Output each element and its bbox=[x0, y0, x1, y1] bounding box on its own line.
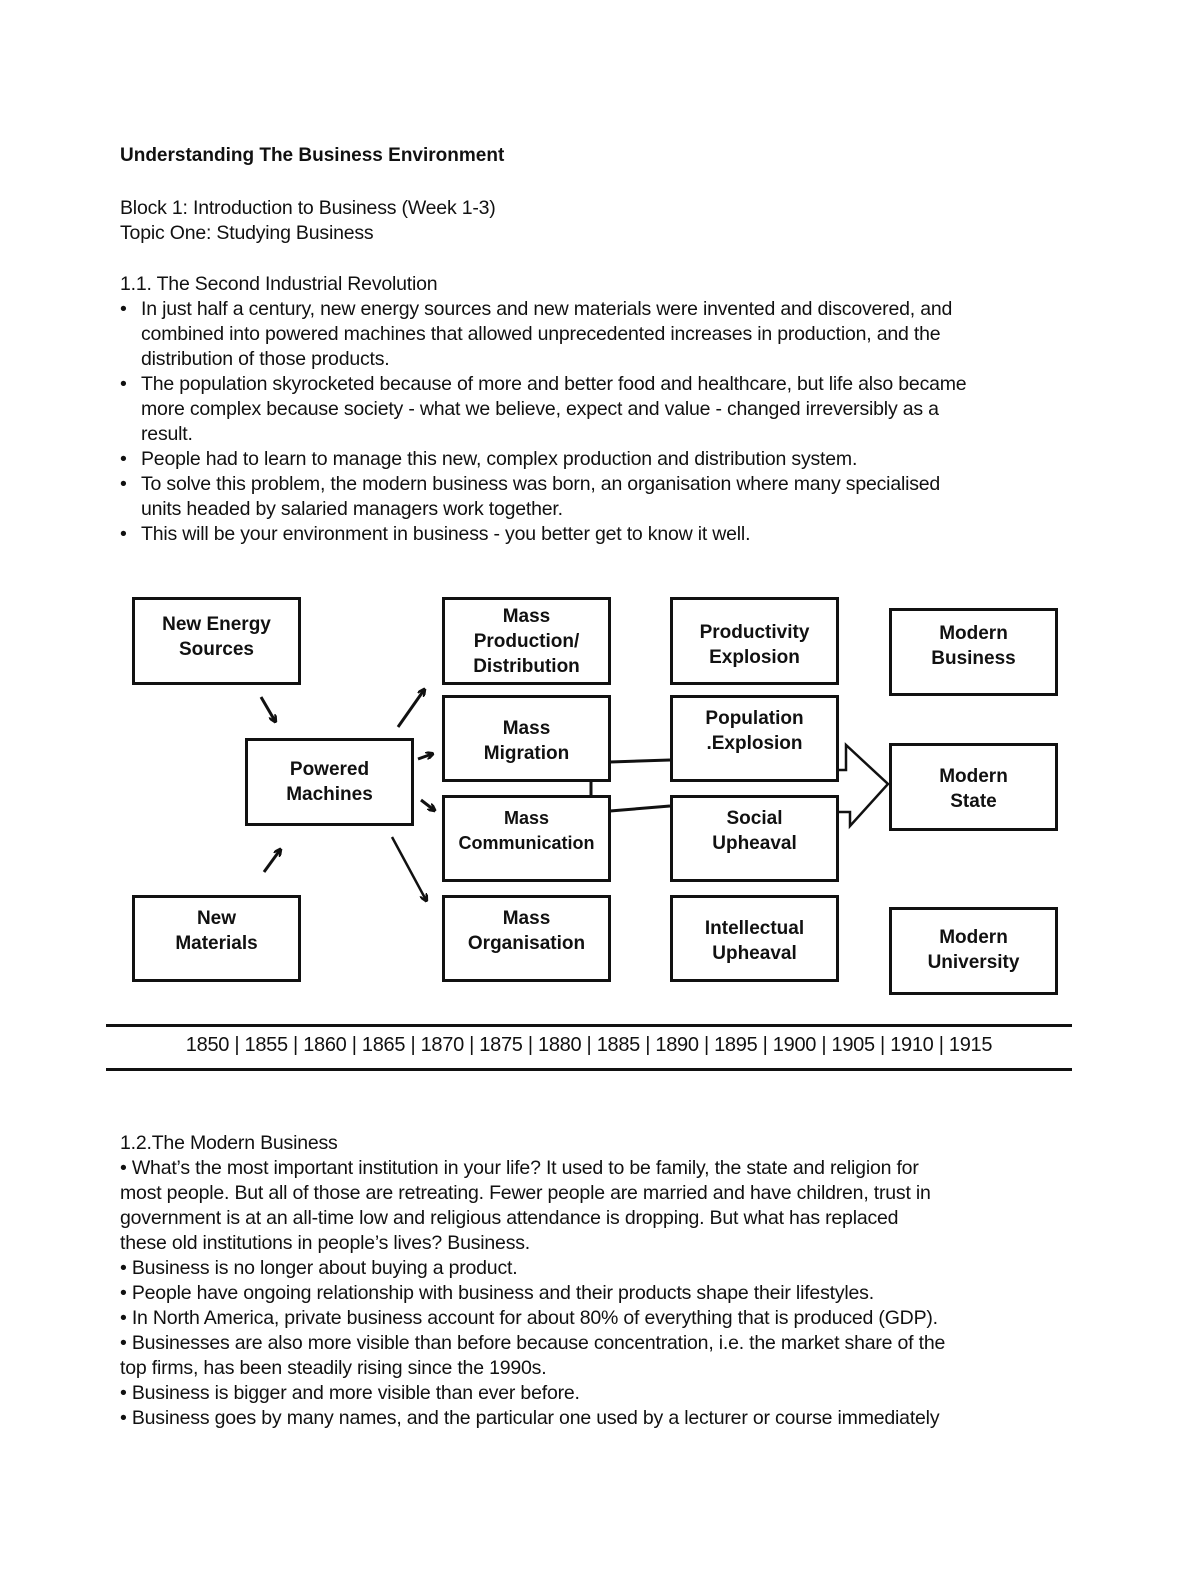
timeline-top-rule bbox=[106, 1024, 1072, 1027]
bullet-item bbox=[120, 447, 966, 472]
bullet-text: units headed by salaried managers work together. bbox=[141, 498, 563, 520]
section-second-industrial-revolution bbox=[120, 272, 966, 547]
box-new-energy-sources: New Energy Sources bbox=[132, 597, 301, 685]
paragraph-line: • In North America, private business account for about 80% of everything that is produced (GDP). bbox=[120, 1307, 938, 1329]
arrow-machines-to-production bbox=[398, 690, 424, 727]
arrow-machines-to-migration bbox=[418, 754, 432, 759]
bullet-item bbox=[120, 372, 966, 447]
arrow-machines-to-organisation bbox=[392, 837, 426, 900]
bullet-text: To solve this problem, the modern business was born, an organisation where many specialised bbox=[141, 473, 941, 495]
arrow-energy-to-machines bbox=[261, 697, 275, 721]
block-info bbox=[120, 196, 496, 246]
box-new-materials: New Materials bbox=[132, 895, 301, 982]
bullet-text: more complex because society - what we believe, expect and value - changed irreversibly as a bbox=[141, 398, 939, 420]
paragraph-line: these old institutions in people’s lives? Business. bbox=[120, 1232, 531, 1254]
box-mass-production-distribution: Mass Production/ Distribution bbox=[442, 597, 611, 685]
bullet-text: The population skyrocketed because of more and better food and healthcare, but life also became bbox=[141, 373, 967, 395]
paragraph-line: top firms, has been steadily rising since the 1990s. bbox=[120, 1357, 547, 1379]
bullet-icon: • bbox=[120, 473, 127, 495]
paragraph-line: • Business goes by many names, and the particular one used by a lecturer or course immediately bbox=[120, 1407, 940, 1429]
bullet-item bbox=[120, 522, 966, 547]
section-modern-business bbox=[120, 1131, 1080, 1431]
paragraph-line: • Business is bigger and more visible than ever before. bbox=[120, 1382, 580, 1404]
bullet-list bbox=[120, 297, 966, 547]
bullet-text: This will be your environment in business - you better get to know it well. bbox=[141, 523, 751, 545]
arrow-machines-to-communication bbox=[421, 800, 434, 810]
paragraph-line: government is at an all-time low and religious attendance is dropping. But what has replaced bbox=[120, 1207, 899, 1229]
bullet-text: result. bbox=[141, 423, 193, 445]
box-powered-machines: Powered Machines bbox=[245, 738, 414, 826]
paragraph-line: • Business is no longer about buying a product. bbox=[120, 1257, 518, 1279]
connector-migration-population bbox=[610, 760, 670, 762]
block-label: Block 1: Introduction to Business (Week 1-3) bbox=[120, 197, 496, 219]
section-heading: 1.2.The Modern Business bbox=[120, 1132, 338, 1154]
box-productivity-explosion: Productivity Explosion bbox=[670, 597, 839, 685]
bullet-item bbox=[120, 297, 966, 372]
paragraph-line: • Businesses are also more visible than before because concentration, i.e. the market share of the bbox=[120, 1332, 946, 1354]
box-modern-state: Modern State bbox=[889, 743, 1058, 831]
box-mass-communication: Mass Communication bbox=[442, 795, 611, 882]
connector-communication-social bbox=[610, 806, 670, 811]
timeline-years: 1850 | 1855 | 1860 | 1865 | 1870 | 1875 | 1880 | 1885 | 1890 | 1895 | 1900 | 1905 | 1910 | 1915 bbox=[185, 1034, 993, 1056]
paragraph-line: • What’s the most important institution in your life? It used to be family, the state and religion for bbox=[120, 1157, 919, 1179]
box-population-explosion: Population .Explosion bbox=[670, 695, 839, 782]
paragraph-line: most people. But all of those are retreating. Fewer people are married and have children, trust in bbox=[120, 1182, 931, 1204]
bullet-text: combined into powered machines that allowed unprecedented increases in production, and the bbox=[141, 323, 941, 345]
box-mass-organisation: Mass Organisation bbox=[442, 895, 611, 982]
document-title: Understanding The Business Environment bbox=[120, 145, 505, 166]
topic-label: Topic One: Studying Business bbox=[120, 222, 374, 244]
bullet-text: distribution of those products. bbox=[141, 348, 390, 370]
section-heading: 1.1. The Second Industrial Revolution bbox=[120, 273, 438, 295]
box-social-upheaval: Social Upheaval bbox=[670, 795, 839, 882]
bullet-icon: • bbox=[120, 523, 127, 545]
box-modern-university: Modern University bbox=[889, 907, 1058, 995]
bullet-icon: • bbox=[120, 448, 127, 470]
box-intellectual-upheaval: Intellectual Upheaval bbox=[670, 895, 839, 982]
timeline-bottom-rule bbox=[106, 1068, 1072, 1071]
bullet-text: In just half a century, new energy sources and new materials were invented and discovered, and bbox=[141, 298, 953, 320]
paragraph-line: • People have ongoing relationship with business and their products shape their lifestyles. bbox=[120, 1282, 874, 1304]
box-modern-business: Modern Business bbox=[889, 608, 1058, 696]
hollow-arrow-to-modern-state bbox=[838, 745, 888, 826]
bullet-icon: • bbox=[120, 373, 127, 395]
bullet-icon: • bbox=[120, 298, 127, 320]
bullet-item bbox=[120, 472, 966, 522]
box-mass-migration: Mass Migration bbox=[442, 695, 611, 782]
bullet-text: People had to learn to manage this new, complex production and distribution system. bbox=[141, 448, 858, 470]
arrow-materials-to-machines bbox=[264, 850, 280, 872]
